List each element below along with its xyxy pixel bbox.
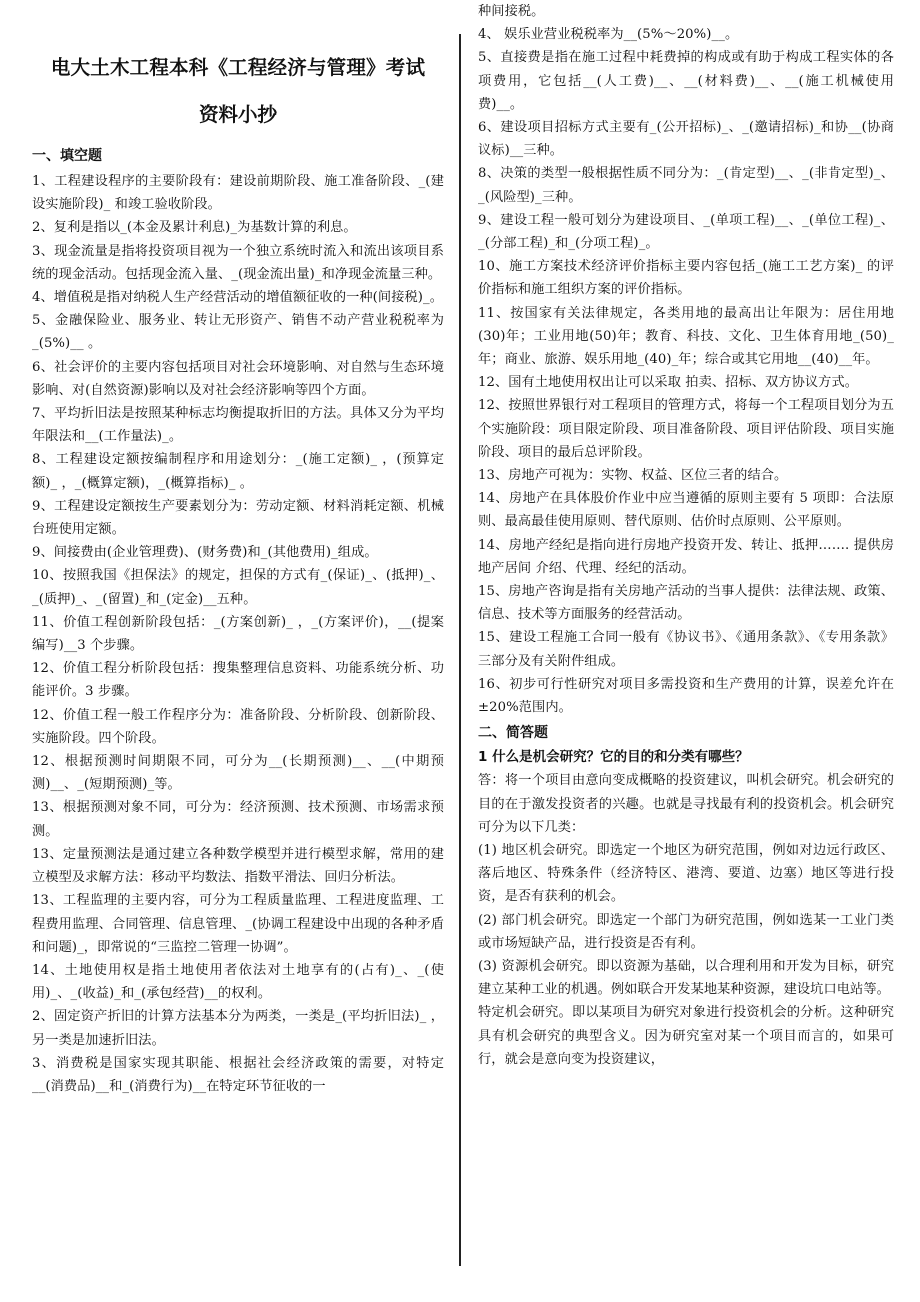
question-item: 4、增值税是指对纳税人生产经营活动的增值额征收的一种(间接税)_。 xyxy=(32,290,444,306)
question-item: 5、直接费是指在施工过程中耗费掉的构成或有助于构成工程实体的各项费用，它包括__(人工费)__、__(材料费)__、__(施工机械使用费)__。 xyxy=(478,50,894,112)
question-item: 14、房地产在具体股价作业中应当遵循的原则主要有 5 项即：合法原则、最高最佳使用原则、替代原则、估价时点原则、公平原则。 xyxy=(478,491,894,530)
question-item: 4、 娱乐业营业税税率为__(5%～20%)__。 xyxy=(478,27,739,43)
answer-paragraph: (1) 地区机会研究。即选定一个地区为研究范围，例如对边远行政区、落后地区、特殊条件（经济特区、港湾、要道、边塞）地区等进行投资，是否有获利的机会。 xyxy=(478,842,894,905)
question-item: 12、价值工程一般工作程序分为：准备阶段、分析阶段、创新阶段、实施阶段。四个阶段。 xyxy=(32,707,444,746)
question-item: 1、工程建设程序的主要阶段有：建设前期阶段、施工准备阶段、_(建设实施阶段)_ 和竣工验收阶段。 xyxy=(32,174,444,213)
question-item: 3、现金流量是指将投资项目视为一个独立系统时流入和流出该项目系统的现金活动。包括现金流入量、_(现金流出量)_和净现金流量三种。 xyxy=(32,243,444,282)
question-item: 14、土地使用权是指土地使用者依法对土地享有的(占有)_、_(使用)_、_(收益)_和_(承包经营)__的权利。 xyxy=(32,962,444,1002)
question-item: 5、金融保险业、服务业、转让无形资产、销售不动产营业税税率为 _(5%)__ 。 xyxy=(32,313,444,352)
question-item: 13、工程监理的主要内容，可分为工程质量监理、工程进度监理、工程费用监理、合同管理、信息管理、_(协调工程建设中出现的各种矛盾和问题)_，即常说的“三监控二管理一协调”。 xyxy=(32,893,444,955)
question-item: 15、房地产咨询是指有关房地产活动的当事人提供：法律法规、政策、信息、技术等方面服务的经营活动。 xyxy=(478,584,894,623)
question-item: 12、根据预测时间期限不同，可分为__(长期预测)__、__(中期预测)__、_(短期预测)_等。 xyxy=(32,754,444,793)
column-divider xyxy=(459,34,461,1266)
question-item: 14、房地产经纪是指向进行房地产投资开发、转让、抵押……. 提供房地产居间 介绍、代理、经纪的活动。 xyxy=(478,537,894,576)
right-column xyxy=(478,0,894,1071)
question-item: 2、复利是指以_(本金及累计利息)_为基数计算的利息。 xyxy=(32,220,357,236)
question-item: 9、工程建设定额按生产要素划分为：劳动定额、材料消耗定额、机械台班使用定额。 xyxy=(32,498,444,538)
question-item: 种间接税。 xyxy=(478,4,545,19)
section-heading-fill-blank: 一、填空题 xyxy=(32,148,102,164)
doc-title-line1: 电大土木工程本科《工程经济与管理》考试 xyxy=(50,56,426,79)
answer-paragraph: (2) 部门机会研究。即选定一个部门为研究范围，例如选某一工业门类或市场短缺产品，进行投资是否有利。 xyxy=(478,912,894,951)
question-item: 15、建设工程施工合同一般有《协议书》、《通用条款》、《专用条款》 三部分及有关附件组成。 xyxy=(478,630,894,669)
question-item: 13、根据预测对象不同，可分为：经济预测、技术预测、市场需求预测。 xyxy=(32,800,444,839)
question-item: 8、决策的类型一般根据性质不同分为：_(肯定型)__、_(非肯定型)_、_(风险型)_三种。 xyxy=(478,166,894,205)
answer-paragraph: 答：将一个项目由意向变成概略的投资建议，叫机会研究。机会研究的目的在于激发投资者的兴趣。也就是寻找最有利的投资机会。机会研究可分为以下几类： xyxy=(478,773,894,835)
answer-paragraph: 特定机会研究。即以某项目为研究对象进行投资机会的分析。这种研究具有机会研究的典型含义。因为研究室对某一个项目而言的，如果可行，就会是意向变为投资建议， xyxy=(478,1005,894,1067)
question-item: 6、建设项目招标方式主要有_(公开招标)_、_(邀请招标)_和协__(协商议标)__三种。 xyxy=(478,120,894,159)
section-heading-short-answer: 二、简答题 xyxy=(478,725,548,742)
left-column xyxy=(32,0,444,1098)
question-item: 8、工程建设定额按编制程序和用途划分：_(施工定额)_ ，(预算定额)_ ，_(概算定额)，_(概算指标)_ 。 xyxy=(32,452,444,491)
question-item: 6、社会评价的主要内容包括项目对社会环境影响、对自然与生态环境影响、对(自然资源)影响以及对社会经济影响等四个方面。 xyxy=(32,359,444,398)
question-item: 11、价值工程创新阶段包括：_(方案创新)_ ，_(方案评价)，__(提案编写)__3 个步骤。 xyxy=(32,614,444,654)
question-item: 13、定量预测法是通过建立各种数学模型并进行模型求解，常用的建立模型及求解方法：移动平均数法、指数平滑法、回归分析法。 xyxy=(32,846,444,886)
question-item: 10、按照我国《担保法》的规定，担保的方式有_(保证)_、(抵押)_、_(质押)_、_(留置)_和_(定金)__五种。 xyxy=(32,568,444,607)
question-item: 12、按照世界银行对工程项目的管理方式，将每一个工程项目划分为五个实施阶段：项目限定阶段、项目准备阶段、项目评估阶段、项目实施阶段、项目的最后总评阶段。 xyxy=(478,398,894,460)
question-item: 10、施工方案技术经济评价指标主要内容包括_(施工工艺方案)_ 的评价指标和施工组织方案的评价指标。 xyxy=(478,259,894,298)
answer-paragraph: (3) 资源机会研究。即以资源为基础，以合理利用和开发为目标，研究建立某种工业的机遇。例如联合开发某地某种资源，建设坑口电站等。 xyxy=(478,958,894,998)
question-item: 11、按国家有关法律规定，各类用地的最高出让年限为：居住用地(30)年；工业用地(50)年；教育、科技、文化、卫生体育用地_(50)_年；商业、旅游、娱乐用地_(40)_年；综合或其它用地__(40)__年。 xyxy=(478,305,894,368)
question-item: 13、房地产可视为：实物、权益、区位三者的结合。 xyxy=(478,468,788,484)
doc-title-line2: 资料小抄 xyxy=(198,103,277,126)
question-item: 3、消费税是国家实现其职能、根据社会经济政策的需要，对特定__(消费品)__和_(消费行为)__在特定环节征收的一 xyxy=(32,1055,444,1094)
question-item: 12、价值工程分析阶段包括：搜集整理信息资料、功能系统分析、功能评价。3 步骤。 xyxy=(32,661,444,700)
question-item: 12、国有土地使用权出让可以采取 拍卖、招标、双方协议方式。 xyxy=(478,375,859,391)
question-item: 9、建设工程一般可划分为建设项目、_(单项工程)__、_(单位工程)_、_(分部工程)_和_(分项工程)_。 xyxy=(478,212,894,252)
question-item: 7、平均折旧法是按照某种标志均衡提取折旧的方法。具体又分为平均年限法和__(工作量法)_。 xyxy=(32,406,444,445)
short-answer-question: 1 什么是机会研究？它的目的和分类有哪些？ xyxy=(478,749,749,766)
question-item: 2、固定资产折旧的计算方法基本分为两类，一类是_(平均折旧法)_ ，另一类是加速折旧法。 xyxy=(32,1009,444,1048)
question-item: 9、间接费由(企业管理费)、(财务费)和_(其他费用)_组成。 xyxy=(32,545,378,561)
question-item: 16、初步可行性研究对项目多需投资和生产费用的计算，误差允许在±20%范围内。 xyxy=(478,676,894,716)
